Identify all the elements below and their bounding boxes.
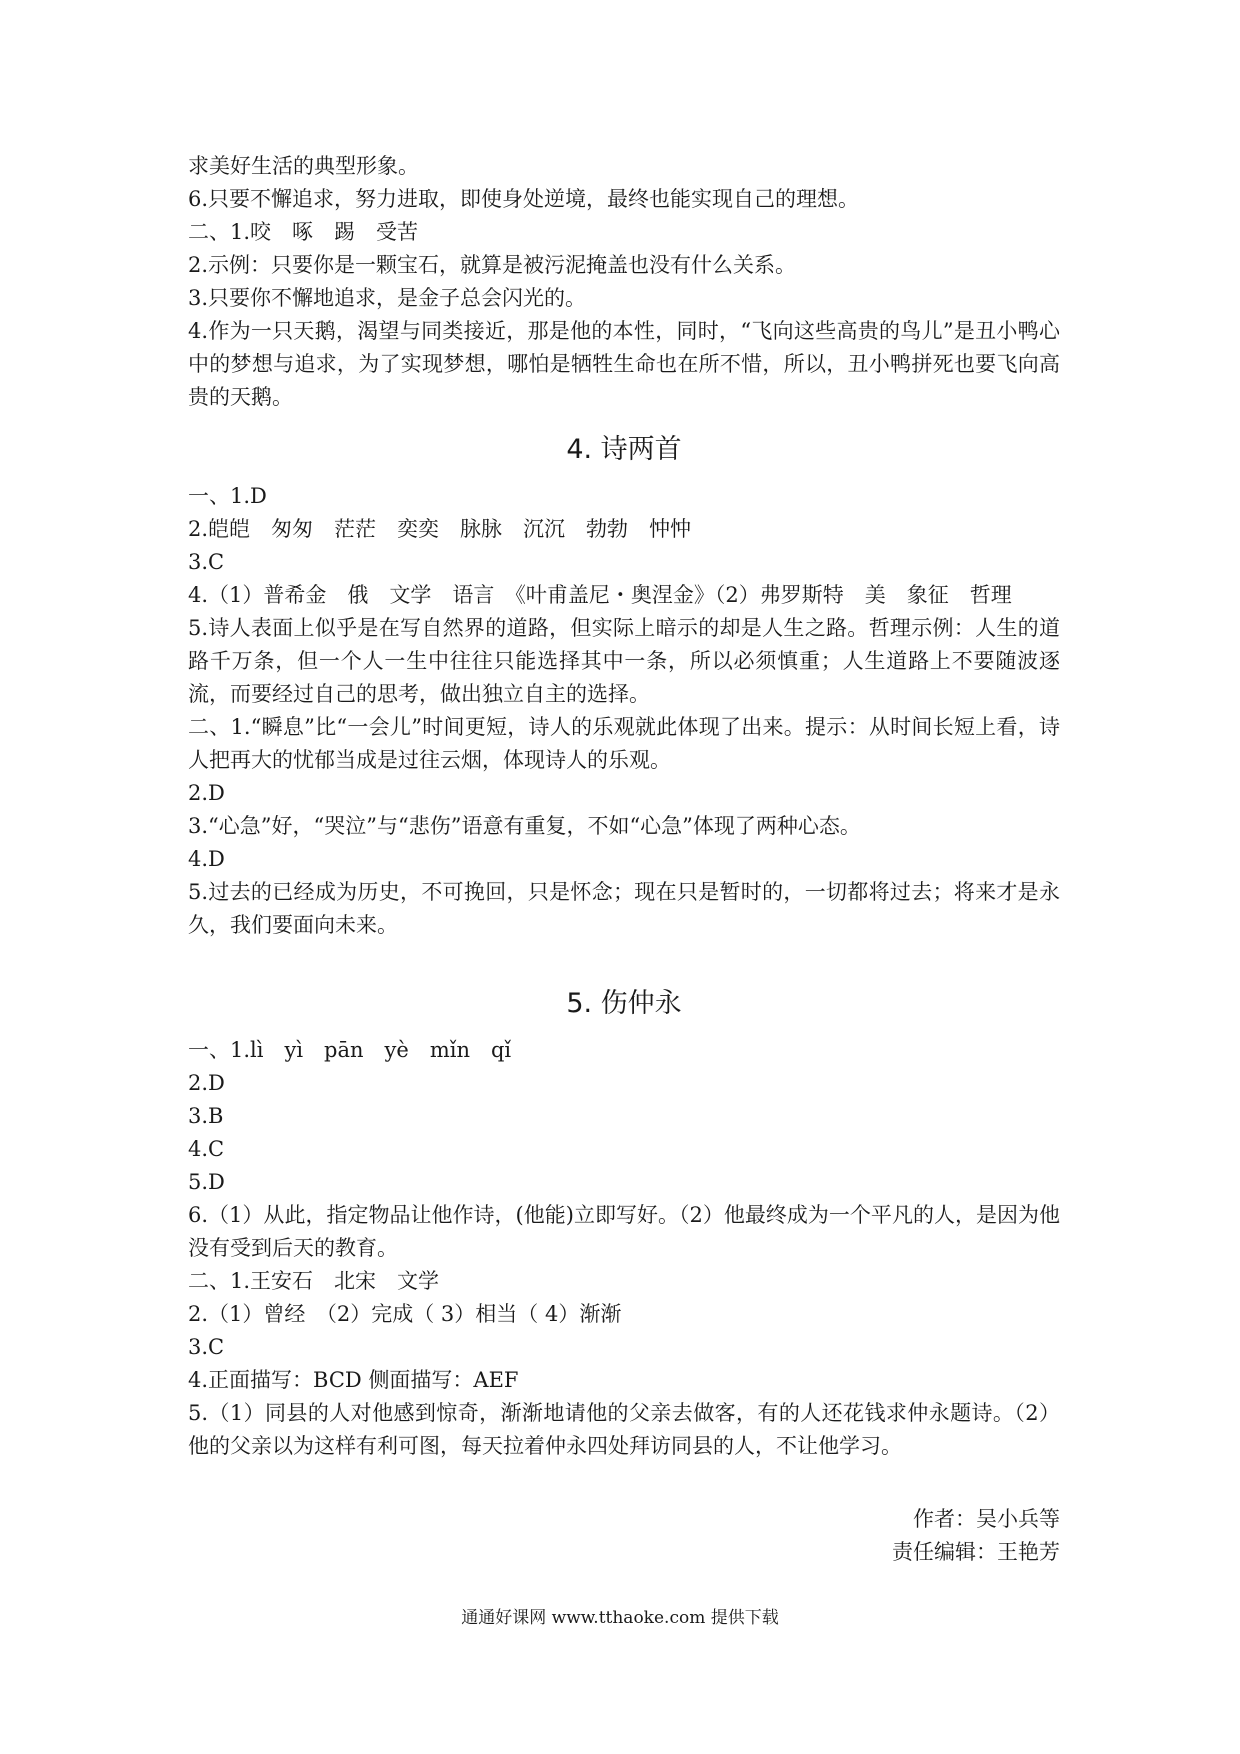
answer-line: 2.皑皑 匆匆 茫茫 奕奕 脉脉 沉沉 勃勃 忡忡 <box>188 517 692 541</box>
section-4-answers <box>188 480 1060 942</box>
section-3-continued <box>188 150 1060 414</box>
answer-line: 2.示例：只要你是一颗宝石，就算是被污泥掩盖也没有什么关系。 <box>188 253 797 277</box>
answer-line: 2.D <box>188 1071 225 1095</box>
answer-line: 二、1.咬 啄 踢 受苦 <box>188 220 419 244</box>
answer-line: 3.“心急”好，“哭泣”与“悲伤”语意有重复，不如“心急”体现了两种心态。 <box>188 814 861 838</box>
answer-paragraph: 5.（1）同县的人对他感到惊奇，渐渐地请他的父亲去做客，有的人还花钱求仲永题诗。（2）他的父亲以为这样有利可图，每天拉着仲永四处拜访同县的人，不让他学习。 <box>188 1401 1060 1458</box>
answer-paragraph: 4.作为一只天鹅，渴望与同类接近，那是他的本性，同时，“飞向这些高贵的鸟儿”是丑小鸭心中的梦想与追求，为了实现梦想，哪怕是牺牲生命也在所不惜，所以，丑小鸭拼死也要飞向高贵的天鹅。 <box>188 319 1060 409</box>
answer-line: 4.（1）普希金 俄 文学 语言 《叶甫盖尼・奥涅金》（2）弗罗斯特 美 象征 哲理 <box>188 583 1012 607</box>
answer-line: 3.C <box>188 550 225 574</box>
answer-line: 二、1.王安石 北宋 文学 <box>188 1269 440 1293</box>
answer-line: 2.D <box>188 781 225 805</box>
answer-paragraph: 6.（1）从此，指定物品让他作诗，(他能)立即写好。（2）他最终成为一个平凡的人，是因为他没有受到后天的教育。 <box>188 1203 1060 1260</box>
answer-line: 4.正面描写：BCD 侧面描写：AEF <box>188 1368 519 1392</box>
answer-paragraph: 5.诗人表面上似乎是在写自然界的道路，但实际上暗示的却是人生之路。哲理示例：人生的道路千万条，但一个人一生中往往只能选择其中一条，所以必须慎重；人生道路上不要随波逐流，而要经过自己的思考，做出独立自主的选择。 <box>188 616 1060 706</box>
answer-line: 求美好生活的典型形象。 <box>188 154 419 178</box>
answer-line: 3.B <box>188 1104 224 1128</box>
answer-paragraph: 二、1.“瞬息”比“一会儿”时间更短，诗人的乐观就此体现了出来。提示：从时间长短上看，诗人把再大的忧郁当成是过往云烟，体现诗人的乐观。 <box>188 715 1060 772</box>
section-5-answers <box>188 1034 1060 1463</box>
answer-paragraph: 5.过去的已经成为历史，不可挽回，只是怀念；现在只是暂时的，一切都将过去；将来才是永久，我们要面向未来。 <box>188 880 1060 937</box>
answer-line: 6.只要不懈追求，努力进取，即使身处逆境，最终也能实现自己的理想。 <box>188 187 860 211</box>
answer-content <box>188 150 1060 1569</box>
author-credit: 作者：吴小兵等 <box>913 1507 1060 1531</box>
answer-line: 3.C <box>188 1335 225 1359</box>
answer-line: 4.C <box>188 1137 225 1161</box>
section-4-title: 4. 诗两首 <box>566 434 682 465</box>
section-5-title: 5. 伤仲永 <box>566 988 682 1019</box>
answer-line: 一、1.D <box>188 484 267 508</box>
download-footer: 通通好课网 www.tthaoke.com 提供下载 <box>461 1608 779 1628</box>
answer-line: 5.D <box>188 1170 225 1194</box>
answer-line: 一、1.lì yì pān yè mǐn qǐ <box>188 1038 512 1062</box>
editor-credit: 责任编辑：王艳芳 <box>892 1540 1060 1564</box>
answer-line: 4.D <box>188 847 225 871</box>
answer-line: 3.只要你不懈地追求，是金子总会闪光的。 <box>188 286 587 310</box>
answer-line: 2.（1）曾经 （2）完成（ 3）相当（ 4）渐渐 <box>188 1302 622 1326</box>
